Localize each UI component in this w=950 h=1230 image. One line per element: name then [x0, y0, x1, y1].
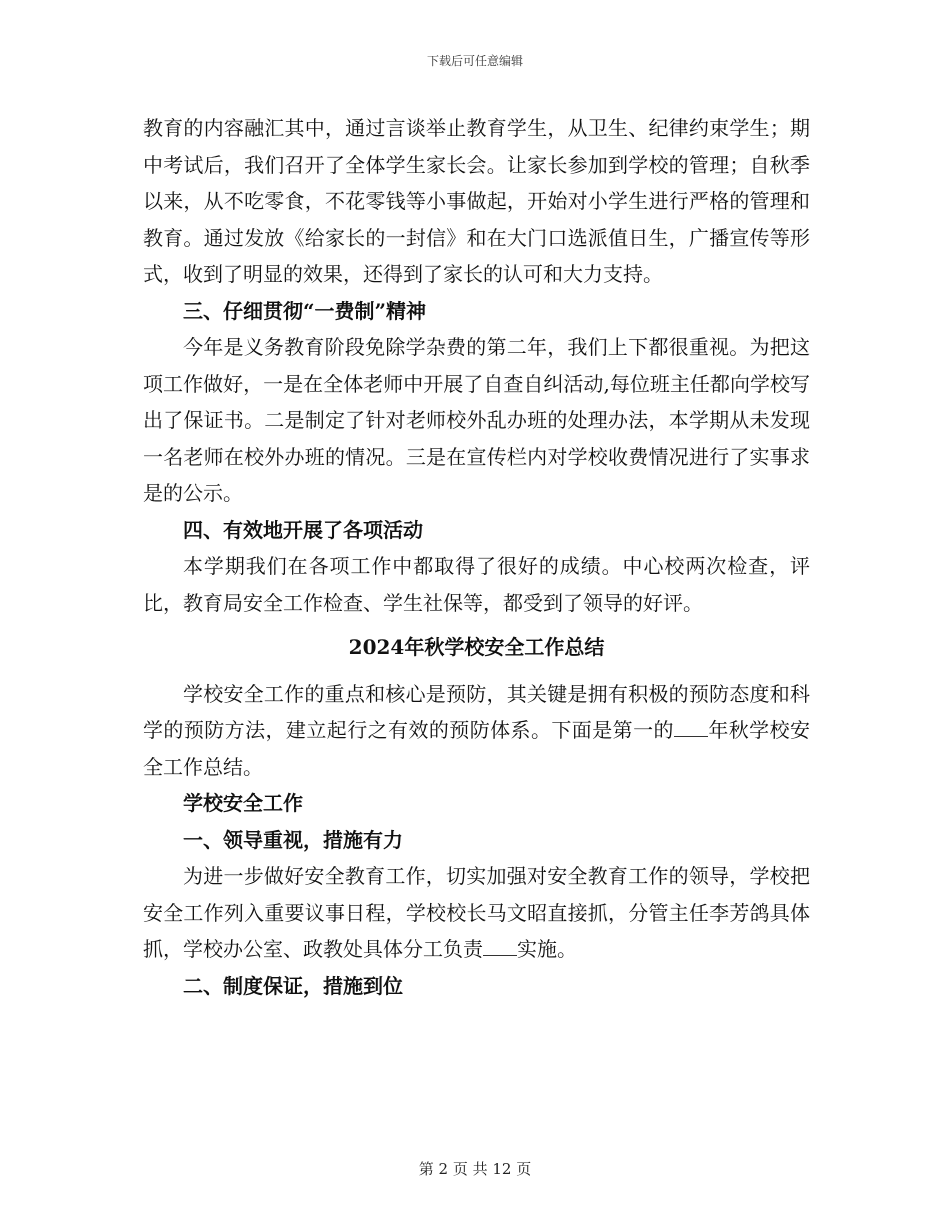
- subheading-school-safety: 学校安全工作: [183, 791, 303, 815]
- paragraph-fee-policy: 今年是义务教育阶段免除学杂费的第二年，我们上下都很重视。为把这项工作做好，一是在全体老师中开展了自查自纠活动,每位班主任都向学校写出了保证书。二是制定了针对老师校外乱办班的处理办法，本学期从未发现一名老师在校外办班的情况。三是在宣传栏内对学校收费情况进行了实事求是的公示。: [143, 335, 810, 505]
- page-footer: 第 2 页 共 12 页: [418, 1160, 532, 1178]
- paragraph-activities: 本学期我们在各项工作中都取得了很好的成绩。中心校两次检查，评比，教育局安全工作检查、学生社保等，都受到了领导的好评。: [143, 554, 810, 615]
- paragraph-intro: [143, 676, 810, 786]
- document-body: [143, 110, 810, 1004]
- leadership-text-a: 为进一步做好安全教育工作，切实加强对安全教育工作的领导，学校把安全工作列入重要议事日程，学校校长马文昭直接抓，分管主任李芳鸽具体抓，学校办公室、政教处具体分工负责: [143, 864, 810, 961]
- intro-text-a: 学校安全工作的重点和核心是预防，其关键是拥有积极的预防态度和科学的预防方法，建立起行之有效的预防体系。下面是第一的: [143, 681, 810, 742]
- blank-underline: [674, 716, 708, 737]
- leadership-text-b: 实施。: [517, 937, 577, 961]
- section-heading-2: 二、制度保证，措施到位: [183, 973, 403, 998]
- section-heading-1: 一、领导重视，措施有力: [183, 827, 403, 852]
- intro-text-b: 年秋学校安全工作总结。: [143, 718, 811, 779]
- paragraph-leadership: [143, 858, 810, 968]
- document-title: 2024年秋学校安全工作总结: [348, 635, 605, 659]
- section-heading-4: 四、有效地开展了各项活动: [183, 517, 423, 542]
- blank-underline: [483, 935, 517, 956]
- page-header: 下载后可任意编辑: [426, 54, 523, 68]
- section-heading-3: 三、仔细贯彻“一费制”精神: [183, 298, 427, 323]
- paragraph-continuation: 教育的内容融汇其中，通过言谈举止教育学生，从卫生、纪律约束学生；期中考试后，我们召开了全体学生家长会。让家长参加到学校的管理；自秋季以来，从不吃零食，不花零钱等小事做起，开始对小学生进行严格的管理和教育。通过发放《给家长的一封信》和在大门口选派值日生，广播宣传等形式，收到了明显的效果，还得到了家长的认可和大力支持。: [143, 116, 810, 286]
